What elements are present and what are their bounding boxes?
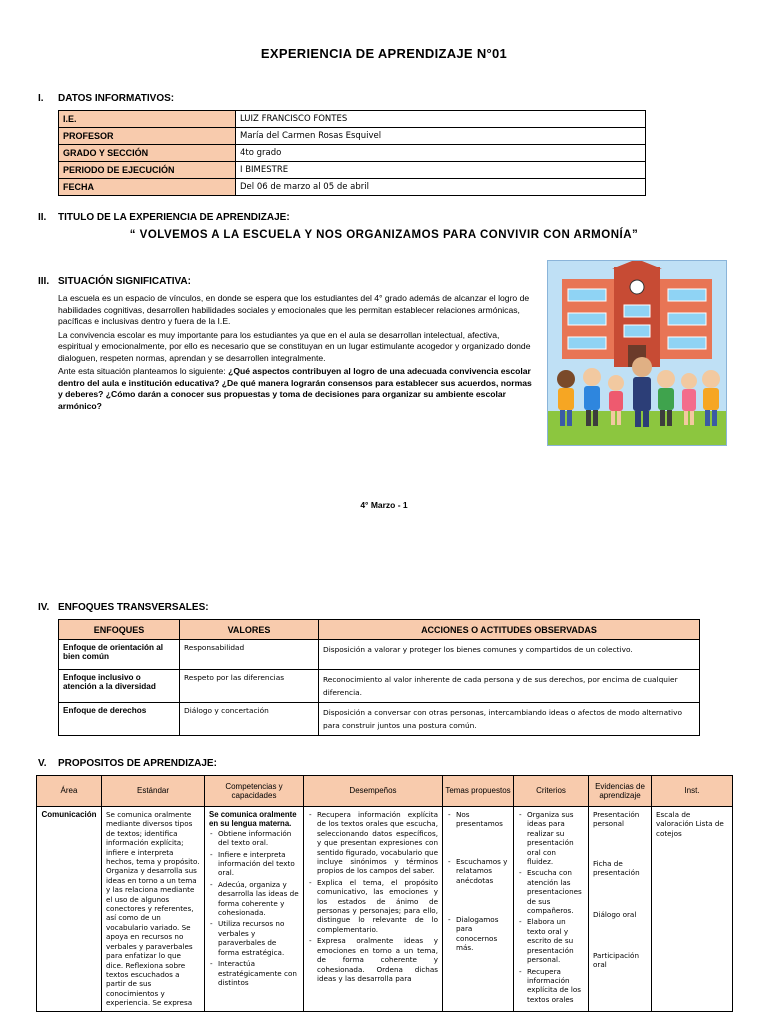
- evidencia-item: Ficha de presentación: [593, 858, 640, 878]
- column-header: Competencias y capacidades: [205, 776, 304, 807]
- situation-text: [58, 293, 536, 412]
- criterios-cell: [514, 807, 589, 1012]
- desempeno-item: - Explica el tema, el propósito comunicativo, las emociones y los estados de ánimo de personas y personajes; para ello, distingue lo relevante de lo complementario.: [317, 878, 438, 934]
- capacidad-item: - Adecúa, organiza y desarrolla las ideas de forma coherente y cohesionada.: [218, 880, 299, 918]
- competencias-cell: [205, 807, 304, 1012]
- column-header: Criterios: [514, 776, 589, 807]
- valor-cell: Respeto por las diferencias: [180, 670, 319, 703]
- column-header: Área: [37, 776, 102, 807]
- info-row: [59, 145, 646, 162]
- criterio-item: - Organiza sus ideas para realizar su presentación oral con fluidez.: [527, 810, 584, 866]
- estandar-cell: Se comunica oralmente mediante diversos tipos de textos; identifica información explícita; infiere e interpreta hechos, tema y propósito. Organiza y desarrolla sus ideas en torno a un tema y las relaciona mediante el uso de algunos conectores y referentes, así como de un vocabulario variado. Se apoya en recursos no verbales y paraverbales para enfatizar lo que dice. Reflexiona sobre textos escuchados a partir de sus conocimientos y experiencia. Se expresa: [102, 807, 205, 1012]
- section-heading-propositos: V. PROPOSITOS DE APRENDIZAJE:: [38, 758, 217, 769]
- school-children-illustration: [547, 260, 727, 446]
- table-row: [59, 640, 700, 670]
- enfoque-cell: Enfoque de derechos: [59, 703, 180, 736]
- info-value: Del 06 de marzo al 05 de abril: [236, 179, 646, 196]
- info-table: [58, 110, 646, 196]
- evidencia-item: Diálogo oral: [593, 909, 637, 919]
- section-heading-datos: I. DATOS INFORMATIVOS:: [38, 93, 175, 104]
- info-key: GRADO Y SECCIÓN: [59, 145, 236, 162]
- info-row: [59, 179, 646, 196]
- info-value: 4to grado: [236, 145, 646, 162]
- page-title: EXPERIENCIA DE APRENDIZAJE N°01: [260, 46, 508, 61]
- capacidad-item: - Infiere e interpreta información del texto oral.: [218, 850, 299, 878]
- valor-cell: Responsabilidad: [180, 640, 319, 670]
- column-header: VALORES: [180, 620, 319, 640]
- page-footer: 4° Marzo - 1: [360, 500, 408, 510]
- capacidad-item: - Utiliza recursos no verbales y paraverbales de forma estratégica.: [218, 919, 299, 957]
- desempeno-item: - Recupera información explícita de los textos orales que escucha, seleccionando datos específicos, y que presentan expresiones con sentido figurado, vocabulario que incluye sinónimos y términos propios de los campos del saber.: [317, 810, 438, 876]
- table-row: [59, 703, 700, 736]
- info-row: [59, 162, 646, 179]
- info-value: LUIZ FRANCISCO FONTES: [236, 111, 646, 128]
- section-heading-enfoques: IV. ENFOQUES TRANSVERSALES:: [38, 602, 209, 613]
- tema-item: - Nos presentamos: [456, 810, 509, 829]
- column-header: Temas propuestos: [443, 776, 514, 807]
- accion-cell: Disposición a valorar y proteger los bienes comunes y compartidos de un colectivo.: [319, 640, 700, 670]
- desempeno-item: - Expresa oralmente ideas y emociones en torno a un tema, de forma coherente y cohesionada. Ordena dichas ideas y las desarrolla para: [317, 936, 438, 983]
- situation-paragraph: La convivencia escolar es muy importante para los estudiantes ya que en el aula se desarrollan intelectual, afectiva, espiritual y emocionalmente, por ello es necesario que se constituyan en un lugar estimulante acogedor y organizado donde dialoguen, respeten normas, aprendan y se desarrollen integralmente.: [58, 329, 531, 363]
- evidencia-item: Presentación personal: [593, 810, 640, 829]
- situation-paragraph: La escuela es un espacio de vínculos, en donde se espera que los estudiantes del 4° grado además de alcanzar el logro de habilidades cognitivas, desarrollen habilidades sociales y emocionales que les permitan establecer relaciones armónicas, pacíficas e inclusivas dentro y fuera de la I.E.: [58, 293, 530, 326]
- enfoque-cell: Enfoque de orientación al bien común: [59, 640, 180, 670]
- accion-cell: Reconocimiento al valor inherente de cada persona y de sus derechos, por encima de cualquier diferencia.: [319, 670, 700, 703]
- column-header: Estándar: [102, 776, 205, 807]
- info-key: PROFESOR: [59, 128, 236, 145]
- column-header: ENFOQUES: [59, 620, 180, 640]
- criterio-item: - Elabora un texto oral y escrito de su presentación personal.: [527, 917, 584, 964]
- criterio-item: - Escucha con atención las presentaciones de sus compañeros.: [527, 868, 584, 915]
- column-header: ACCIONES O ACTITUDES OBSERVADAS: [319, 620, 700, 640]
- info-key: FECHA: [59, 179, 236, 196]
- table-row: [59, 670, 700, 703]
- valor-cell: Diálogo y concertación: [180, 703, 319, 736]
- enfoques-table: [58, 619, 700, 736]
- info-row: [59, 111, 646, 128]
- criterio-item: - Recupera información explícita de los textos orales: [527, 967, 584, 1005]
- accion-cell: Disposición a conversar con otras personas, intercambiando ideas o afectos de modo alternativo para construir juntos una postura común.: [319, 703, 700, 736]
- capacidad-item: - Obtiene información del texto oral.: [218, 829, 299, 848]
- column-header: Desempeños: [304, 776, 443, 807]
- section-heading-situacion: III. SITUACIÓN SIGNIFICATIVA:: [38, 276, 191, 287]
- propositos-table: [36, 775, 733, 1012]
- situation-questions: Ante esta situación planteamos lo siguiente: ¿Qué aspectos contribuyen al logro de una adecuada convivencia escolar dentro del aula e institución educativa? ¿De qué manera lograrán consensos para establecer sus acuerdos, normas y deberes? ¿Cómo darán a conocer sus propuestas y toma de decisiones para organizar su ambiente escolar armónico?: [58, 366, 532, 411]
- info-value: I BIMESTRE: [236, 162, 646, 179]
- info-key: PERIODO DE EJECUCIÓN: [59, 162, 236, 179]
- section-heading-titulo: II. TITULO DE LA EXPERIENCIA DE APRENDIZAJE:: [38, 212, 290, 223]
- enfoque-cell: Enfoque inclusivo o atención a la diversidad: [59, 670, 180, 703]
- evidencias-cell: [589, 807, 652, 1012]
- capacidad-item: - Interactúa estratégicamente con distintos: [218, 959, 299, 987]
- tema-item: - Escuchamos y relatamos anécdotas: [456, 857, 509, 885]
- inst-cell: Escala de valoración Lista de cotejos: [652, 807, 733, 1012]
- desempenos-cell: [304, 807, 443, 1012]
- temas-cell: [443, 807, 514, 1012]
- experience-title: “ VOLVEMOS A LA ESCUELA Y NOS ORGANIZAMOS PARA CONVIVIR CON ARMONÍA”: [129, 229, 639, 241]
- info-row: [59, 128, 646, 145]
- tema-item: - Dialogamos para conocernos más.: [456, 915, 509, 953]
- column-header: Evidencias de aprendizaje: [589, 776, 652, 807]
- area-cell: Comunicación: [37, 807, 102, 1012]
- evidencia-item: Participación oral: [593, 951, 640, 970]
- competencia-title: Se comunica oralmente en su lengua materna.: [209, 810, 297, 829]
- table-row: [37, 807, 733, 1012]
- column-header: Inst.: [652, 776, 733, 807]
- info-key: I.E.: [59, 111, 236, 128]
- info-value: María del Carmen Rosas Esquivel: [236, 128, 646, 145]
